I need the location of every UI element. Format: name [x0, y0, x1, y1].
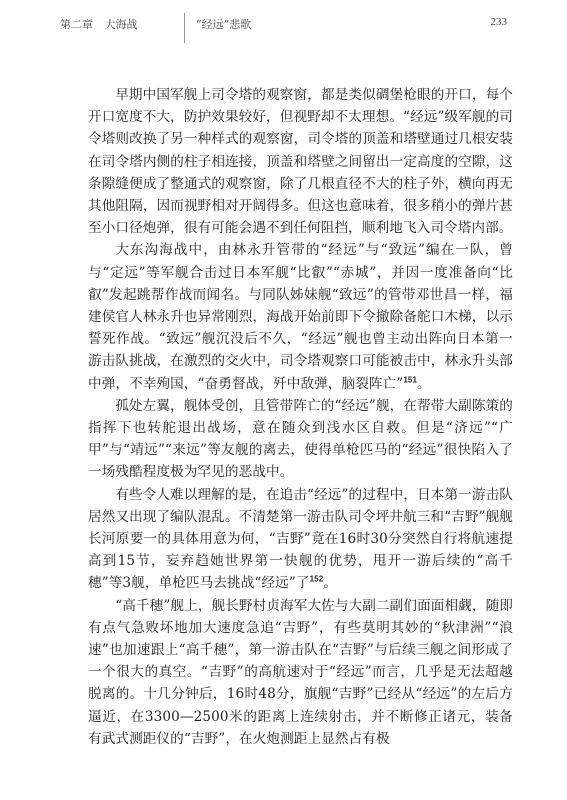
paragraph-end-punctuation: 。 [417, 375, 431, 392]
body-text [88, 84, 513, 750]
chapter-label: 第二章 [60, 18, 93, 31]
running-head [0, 0, 567, 50]
paragraph-3 [88, 395, 513, 484]
paragraph-4 [88, 484, 513, 595]
chapter-heading [60, 16, 146, 32]
footnote-marker[interactable]: 152 [309, 574, 324, 584]
paragraph-1 [88, 84, 513, 239]
paragraph-end-punctuation: 。 [323, 575, 337, 592]
paragraph-2 [88, 239, 513, 394]
paragraph-5 [88, 595, 513, 750]
page-number: 233 [490, 16, 507, 28]
paragraph-text: 孤处左翼，舰体受创，且管带阵亡的“经远”舰，在帮带大副陈策的指挥下也转舵退出战场，意在随众到浅水区自救。但是“济远”“广甲”与“靖远”“来远”等友舰的离去，使得单枪匹马的“经远”很快陷入了一场残酷程度极为罕见的恶战中。 [88, 397, 513, 481]
paragraph-text: 有些令人难以理解的是，在追击“经远”的过程中，日本第一游击队居然又出现了编队混乱。不清楚第一游击队司令坪井航三和“吉野”舰舰长河原要一的具体用意为何，“吉野”竟在16时30分突然自行将航速提高到15节，妄弃趋她世界第一快舰的优势，甩开一游后续的“高千穗”等3舰，单枪匹马去挑战“经远”了 [88, 486, 513, 592]
chapter-title: 大海战 [104, 18, 138, 31]
footnote-marker[interactable]: 151 [403, 375, 418, 385]
section-title: “经远”悲歌 [196, 18, 252, 31]
header-divider [184, 13, 185, 43]
paragraph-text: 大东沟海战中，由林永升管带的“经远”与“致远”编在一队，曾与“定远”等军舰合击过日本军舰“比叡”“赤城”，并因一度准备向“比叡”发起跳帮作战而闻名。与同队姊妹舰“致远”的管带邓世昌一样，福建侯官人林永升也异常刚烈，海战开始前即下令撤除备舵口木梯，以示誓死作战。“致远”舰沉没后不久，“经远”舰也曾主动出阵向日本第一游击队挑战，在激烈的交火中，司令塔观察口可能被击中，林永升头部中弹，不幸殉国，“奋勇督战，歼中敌弹，脑裂阵亡” [88, 242, 513, 392]
paragraph-text: “高千穗”舰上，舰长野村贞海军大佐与大副二副们面面相觑，随即有点气急败坏地加大速度急追“吉野”，有些莫明其妙的“秋津洲”“浪速”也加速跟上“高千穗”，第一游击队在“吉野”与后续三舰之间形成了一个很大的真空。“吉野”的高航速对于“经远”而言，几乎是无法超越脱离的。十几分钟后，16时48分，旗舰“吉野”已经从“经远”的左后方逼近，在3300—2500米的距离上连续射击，并不断修正诸元，装备有武式测距仪的“吉野”，在火炮测距上显然占有极 [88, 597, 513, 747]
paragraph-text: 早期中国军舰上司令塔的观察窗，都是类似碉堡枪眼的开口，每个开口宽度不大，防护效果较好，但视野却不太理想。“经远”级军舰的司令塔则改换了另一种样式的观察窗，司令塔的顶盖和塔壁通过几根安装在司令塔内侧的柱子相连接，顶盖和塔壁之间留出一定高度的空隙，这条隙缝便成了整通式的观察窗，除了几根直径不大的柱子外，横向再无其他阻隔，因而视野相对开阔得多。但这也意味着，很多稍小的弹片甚至小口径炮弹，很有可能会遇不到任何阻挡，顺利地飞入司令塔内部。 [88, 87, 513, 237]
